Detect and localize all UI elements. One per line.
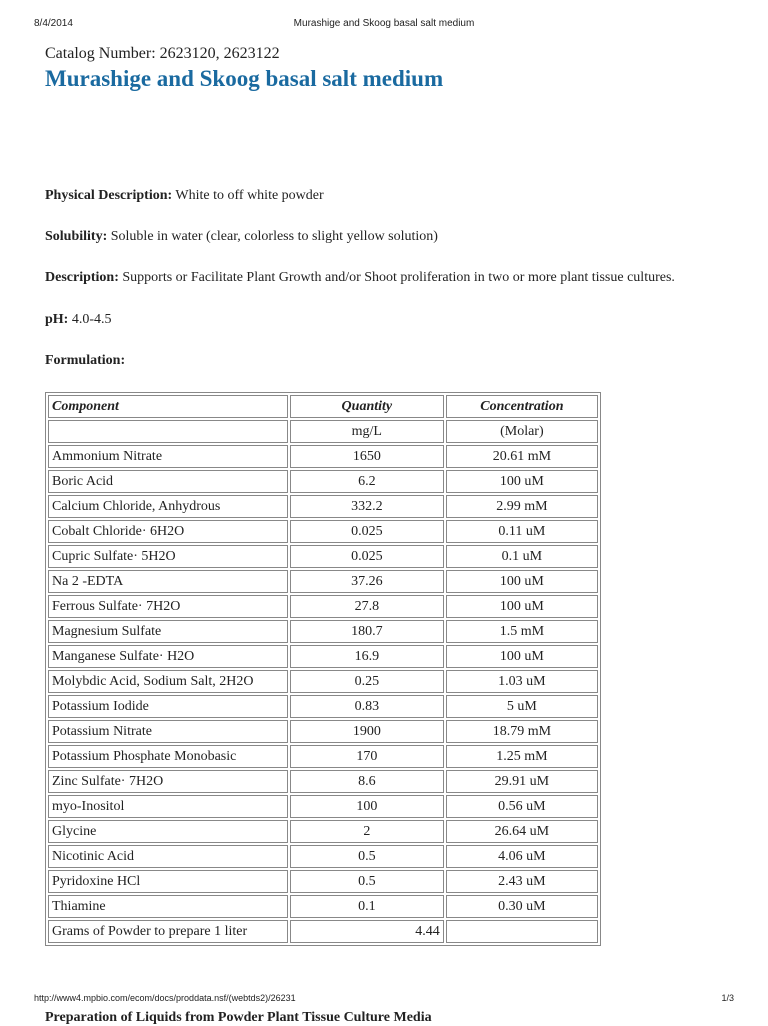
cell-component: myo-Inositol	[48, 795, 288, 818]
table-total-row	[48, 920, 598, 943]
cell-concentration: 2.43 uM	[446, 870, 598, 893]
cell-component: Manganese Sulfate· H2O	[48, 645, 288, 668]
page-number: 1/3	[721, 993, 734, 1003]
field-value: Supports or Facilitate Plant Growth and/or Shoot proliferation in two or more plant tissue cultures.	[122, 270, 675, 285]
cell-quantity: 0.83	[290, 695, 444, 718]
cell-quantity: 37.26	[290, 570, 444, 593]
cell-quantity: 1900	[290, 720, 444, 743]
print-title: Murashige and Skoog basal salt medium	[293, 18, 475, 29]
cell-concentration: 2.99 mM	[446, 495, 598, 518]
cell-quantity: 2	[290, 820, 444, 843]
cell-quantity: 170	[290, 745, 444, 768]
table-row	[48, 470, 598, 493]
field-label: pH:	[45, 312, 69, 327]
cell-concentration: 100 uM	[446, 645, 598, 668]
cell-quantity: 180.7	[290, 620, 444, 643]
field-solubility	[45, 228, 438, 246]
formulation-table	[45, 392, 601, 946]
table-row	[48, 520, 598, 543]
cell-component: Potassium Iodide	[48, 695, 288, 718]
cell-quantity: 1650	[290, 445, 444, 468]
cell-component: Potassium Phosphate Monobasic	[48, 745, 288, 768]
print-date: 8/4/2014	[34, 18, 73, 29]
units-cell-component	[48, 420, 288, 443]
cell-concentration: 26.64 uM	[446, 820, 598, 843]
cell-component: Cupric Sulfate· 5H2O	[48, 545, 288, 568]
cell-concentration: 1.5 mM	[446, 620, 598, 643]
cell-concentration: 0.30 uM	[446, 895, 598, 918]
cell-component: Zinc Sulfate· 7H2O	[48, 770, 288, 793]
cell-component: Nicotinic Acid	[48, 845, 288, 868]
cell-component: Magnesium Sulfate	[48, 620, 288, 643]
cell-quantity: 0.5	[290, 870, 444, 893]
cell-quantity: 6.2	[290, 470, 444, 493]
cell-component: Pyridoxine HCl	[48, 870, 288, 893]
cell-component: Molybdic Acid, Sodium Salt, 2H2O	[48, 670, 288, 693]
print-header	[34, 18, 734, 32]
print-url: http://www4.mpbio.com/ecom/docs/proddata.nsf/(webtds2)/26231	[34, 993, 296, 1003]
table-row	[48, 895, 598, 918]
cell-quantity: 27.8	[290, 595, 444, 618]
table-row	[48, 795, 598, 818]
page-title: Murashige and Skoog basal salt medium	[45, 66, 444, 91]
table-row	[48, 620, 598, 643]
cell-quantity: 332.2	[290, 495, 444, 518]
section-heading-preparation: Preparation of Liquids from Powder Plant Tissue Culture Media	[45, 1010, 432, 1025]
table-row	[48, 870, 598, 893]
table-row	[48, 545, 598, 568]
cell-component: Ferrous Sulfate· 7H2O	[48, 595, 288, 618]
table-row	[48, 495, 598, 518]
column-header-quantity: Quantity	[290, 395, 444, 418]
table-row	[48, 445, 598, 468]
field-formulation	[45, 352, 125, 370]
cell-concentration: 100 uM	[446, 570, 598, 593]
cell-component: Thiamine	[48, 895, 288, 918]
field-value: Soluble in water (clear, colorless to slight yellow solution)	[110, 229, 438, 244]
cell-concentration: 18.79 mM	[446, 720, 598, 743]
table-row	[48, 770, 598, 793]
column-header-component: Component	[48, 395, 288, 418]
table-row	[48, 570, 598, 593]
table-row	[48, 595, 598, 618]
field-label: Formulation:	[45, 353, 126, 368]
field-ph	[45, 311, 112, 329]
table-header-row	[48, 395, 598, 418]
cell-component: Ammonium Nitrate	[48, 445, 288, 468]
print-footer	[34, 993, 734, 1007]
field-value: White to off white powder	[175, 188, 324, 203]
cell-concentration: 29.91 uM	[446, 770, 598, 793]
units-cell-concentration: (Molar)	[446, 420, 598, 443]
field-description	[45, 269, 675, 287]
cell-component: Potassium Nitrate	[48, 720, 288, 743]
cell-quantity: 0.25	[290, 670, 444, 693]
table-row	[48, 820, 598, 843]
cell-concentration: 0.1 uM	[446, 545, 598, 568]
cell-quantity: 0.1	[290, 895, 444, 918]
field-label: Solubility:	[45, 229, 108, 244]
units-cell-quantity: mg/L	[290, 420, 444, 443]
table-row	[48, 745, 598, 768]
cell-concentration: 5 uM	[446, 695, 598, 718]
table-units-row	[48, 420, 598, 443]
table-row	[48, 845, 598, 868]
field-value: 4.0-4.5	[71, 312, 112, 327]
catalog-number: Catalog Number: 2623120, 2623122	[45, 45, 280, 62]
cell-component: Cobalt Chloride· 6H2O	[48, 520, 288, 543]
table-row	[48, 670, 598, 693]
cell-concentration: 0.11 uM	[446, 520, 598, 543]
total-value-cell: 4.44	[290, 920, 444, 943]
total-label-cell: Grams of Powder to prepare 1 liter	[48, 920, 288, 943]
table-row	[48, 645, 598, 668]
cell-quantity: 0.025	[290, 545, 444, 568]
field-physical-description	[45, 187, 324, 205]
cell-concentration: 100 uM	[446, 595, 598, 618]
cell-concentration: 4.06 uM	[446, 845, 598, 868]
cell-concentration: 0.56 uM	[446, 795, 598, 818]
cell-quantity: 0.5	[290, 845, 444, 868]
cell-component: Calcium Chloride, Anhydrous	[48, 495, 288, 518]
table-row	[48, 695, 598, 718]
total-empty-cell	[446, 920, 598, 943]
cell-quantity: 100	[290, 795, 444, 818]
cell-concentration: 100 uM	[446, 470, 598, 493]
cell-concentration: 1.25 mM	[446, 745, 598, 768]
table-body	[48, 420, 598, 918]
cell-component: Glycine	[48, 820, 288, 843]
cell-component: Na 2 -EDTA	[48, 570, 288, 593]
cell-component: Boric Acid	[48, 470, 288, 493]
field-label: Description:	[45, 270, 119, 285]
cell-concentration: 1.03 uM	[446, 670, 598, 693]
field-label: Physical Description:	[45, 188, 173, 203]
cell-quantity: 8.6	[290, 770, 444, 793]
column-header-concentration: Concentration	[446, 395, 598, 418]
table-row	[48, 720, 598, 743]
cell-concentration: 20.61 mM	[446, 445, 598, 468]
cell-quantity: 0.025	[290, 520, 444, 543]
cell-quantity: 16.9	[290, 645, 444, 668]
